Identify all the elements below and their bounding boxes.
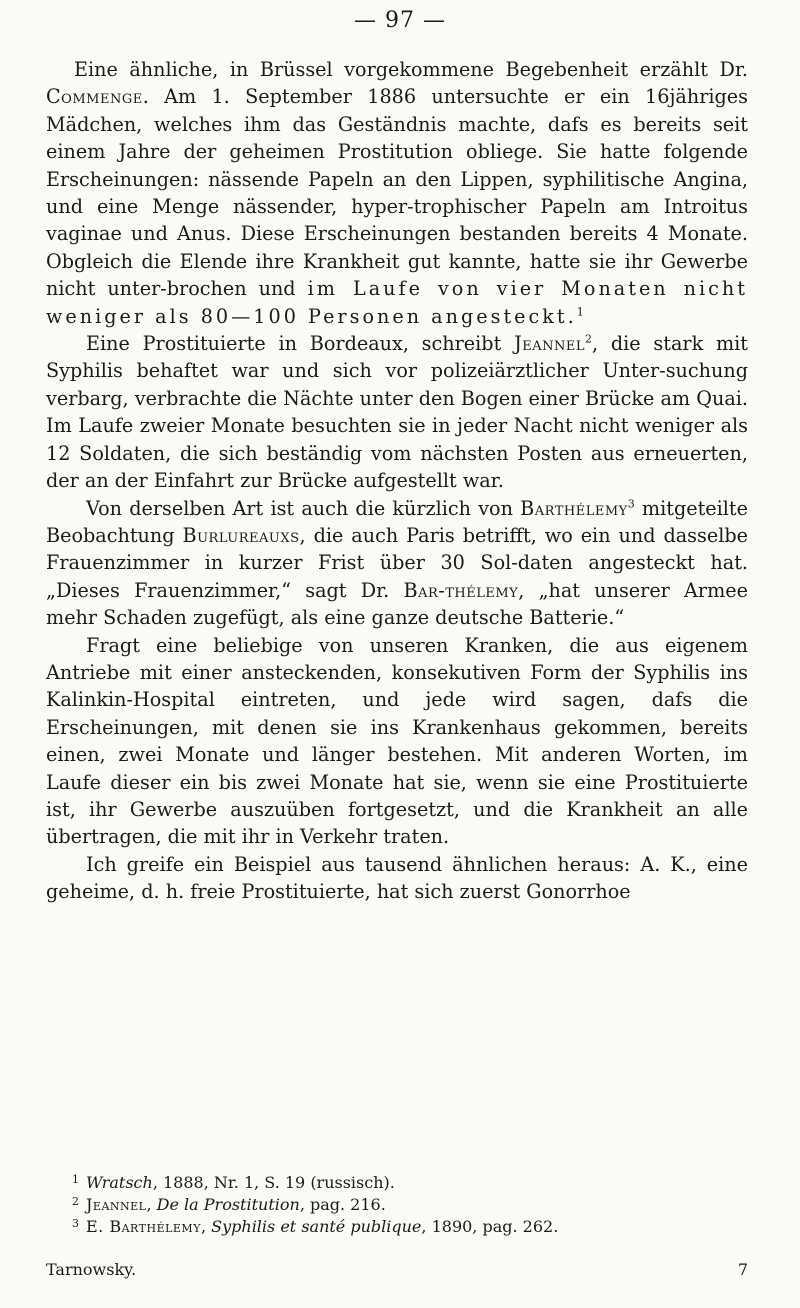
text-run: Eine ähnliche, in Brüssel vorgekommene Begebenheit erzählt Dr.	[74, 58, 748, 81]
paragraph-2	[46, 330, 748, 494]
footnote-sep: ,	[146, 1195, 157, 1214]
paragraph-5	[46, 851, 748, 906]
footnote-3: 3 E. Barthélemy, Syphilis et santé publique, 1890, pag. 262.	[72, 1217, 559, 1236]
author-name-jeannel: Jeannel	[514, 332, 586, 356]
footnote-detail: , 1890, pag. 262.	[421, 1217, 559, 1236]
footnote-title: Syphilis et santé publique	[211, 1217, 422, 1236]
text-run: Ich greife ein Beispiel aus tausend ähnlichen heraus: A. K., eine geheime, d. h. freie Prostituierte, hat sich zuerst Gonorrhoe	[46, 852, 748, 904]
footnotes	[46, 1172, 748, 1238]
footnote-detail: , pag. 216.	[299, 1195, 386, 1214]
footnote-1: 1 Wratsch, 1888, Nr. 1, S. 19 (russisch).	[72, 1173, 395, 1192]
footnote-author: E. Barthélemy	[86, 1217, 201, 1236]
author-name-burlureauxs: Burlureauxs	[182, 523, 300, 547]
paragraph-4	[46, 632, 748, 851]
footnote-2: 2 Jeannel, De la Prostitution, pag. 216.	[72, 1195, 386, 1214]
paragraph-1	[46, 56, 748, 330]
footnote-ref-2: 2	[585, 332, 593, 346]
footnote-detail: , 1888, Nr. 1, S. 19 (russisch).	[152, 1173, 395, 1192]
footnote-sep: ,	[200, 1217, 212, 1236]
author-name-barthelemy-2: Bar-thélemy	[403, 578, 519, 602]
running-author: Tarnowsky.	[46, 1260, 137, 1279]
author-name-commenge: Commenge	[46, 85, 143, 109]
body-text	[46, 56, 748, 906]
text-run: mitgeteilte Beobachtung	[46, 496, 748, 547]
footnote-ref-3: 3	[627, 497, 635, 511]
text-run: . Am 1. September 1886 untersuchte er ein 16jähriges Mädchen, welches ihm das Geständnis machte, dafs es bereits seit einem Jahre der geheimen Prostitution obliege. Sie hatte folgende Erscheinungen: nässende Papeln an den Lippen, syphilitische Angina, und eine Menge nässender, hyper-trophischer Papeln am Introitus vaginae und Anus. Diese Erscheinungen bestanden bereits 4 Monate. Obgleich die Elende ihre Krankheit gut kannte, hatte sie ihr Gewerbe nicht unter-brochen und	[46, 85, 748, 301]
footnote-source: Wratsch	[86, 1173, 153, 1192]
page-number: — 97 —	[354, 8, 446, 33]
text-run: Eine Prostituierte in Bordeaux, schreibt	[86, 332, 515, 356]
page-footer	[46, 1260, 748, 1279]
text-run: Von derselben Art ist auch die kürzlich von	[86, 496, 521, 520]
text-run: , die stark mit Syphilis behaftet war und sich vor polizeiärztlicher Unter-suchung verbarg, verbrachte die Nächte unter den Bogen einer Brücke am Quai. Im Laufe zweier Monate besuchten sie in jeder Nacht nicht weniger als 12 Soldaten, die sich beständig vom nächsten Posten aus erneuerten, der an der Einfahrt zur Brücke aufgestellt war.	[46, 332, 748, 493]
footnote-author: Jeannel	[86, 1195, 147, 1214]
text-run: , „hat unserer Armee mehr Schaden zugefügt, als eine ganze deutsche Batterie.“	[46, 578, 748, 630]
spaced-emphasis: im Laufe von vier Monaten nicht weniger als 80—100 Personen angesteckt.	[46, 277, 748, 328]
text-run: Fragt eine beliebige von unseren Kranken, die aus eigenem Antriebe mit einer ansteckenden, konsekutiven Form der Syphilis ins Kalinkin-Hospital eintreten, und jede wird sagen, dafs die Erscheinungen, mit denen sie ins Krankenhaus gekommen, bereits einen, zwei Monate und länger bestehen. Mit anderen Worten, im Laufe dieser ein bis zwei Monate hat sie, wenn sie eine Prostituierte ist, ihr Gewerbe auszuüben fortgesetzt, und die Krankheit an alle übertragen, die mit ihr in Verkehr traten.	[46, 633, 748, 849]
signature-mark: 7	[737, 1260, 748, 1279]
paragraph-3	[46, 495, 748, 632]
text-run: , die auch Paris betrifft, wo ein und dasselbe Frauenzimmer in kurzer Frist über 30 Sol-daten angesteckt hat. „Dieses Frauenzimmer,“ sagt Dr.	[46, 523, 748, 602]
author-name-barthelemy: Barthélemy	[520, 496, 628, 520]
footnote-ref-1: 1	[576, 305, 584, 319]
footnote-title: De la Prostitution	[156, 1195, 300, 1214]
